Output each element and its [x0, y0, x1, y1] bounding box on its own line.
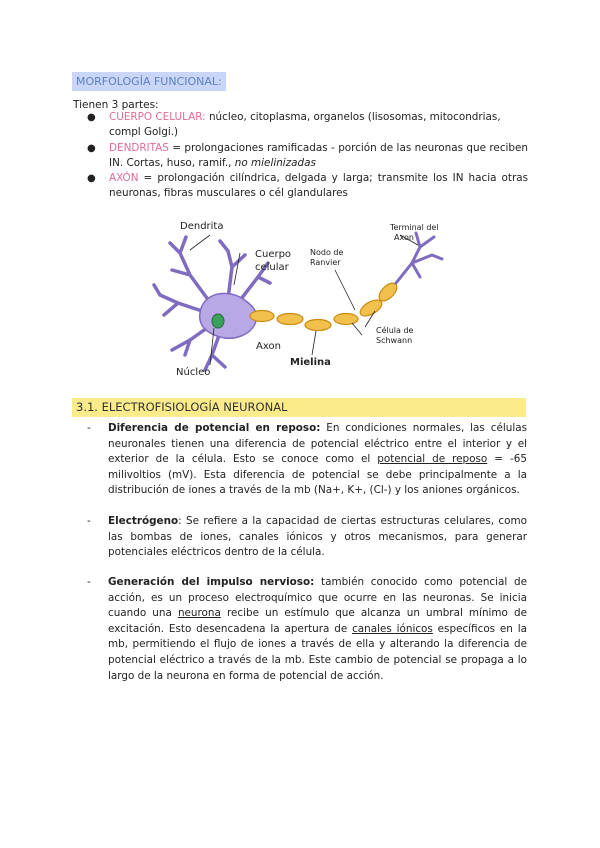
electro-heading: 3.1. ELECTROFISIOLOGÍA NEURONAL — [72, 398, 526, 417]
bullet-icon: ● — [87, 112, 96, 123]
label-terminal-2: Axon — [394, 233, 414, 242]
list-item-dendritas — [78, 141, 528, 172]
label-terminal-1: Terminal del — [390, 223, 439, 232]
label-cuerpo-1: Cuerpo — [255, 249, 292, 260]
cuerpo-text: núcleo, citoplasma, organelos (lisosomas, mitocondrias, compl Golgi.) — [109, 111, 501, 139]
section-text: = -65 milivoltios (mV). Esta diferencia de potencial se debe principalmente a la distribución de iones a través de la mb (Na+, K+, (Cl-) y los aniones orgánicos. — [108, 453, 527, 497]
bullet-icon: ● — [87, 173, 96, 185]
dash-marker: - — [87, 515, 91, 527]
label-nodo-2: Ranvier — [310, 258, 341, 267]
label-celula-1: Célula de — [376, 326, 414, 335]
myelin-sheath — [250, 280, 400, 331]
label-celula-2: Schwann — [376, 336, 413, 345]
nucleus — [212, 314, 224, 328]
section-electrogeno — [87, 514, 527, 561]
section-title: Electrógeno — [108, 515, 179, 527]
list-item-cuerpo — [78, 110, 528, 141]
section-text: En condiciones normales, las células neuronales tienen una diferencia de potencial eléctrico entre el interior y el exterior de la célula. Esto se conoce como el — [108, 422, 527, 466]
section-impulso-nervioso — [87, 575, 527, 684]
section-text: : Se refiere a la capacidad de ciertas estructuras celulares, como las bombas de iones, canales iónicos y otros mecanismos, para generar potenciales eléctricos dentro de la célula. — [108, 515, 527, 559]
term-axon: AXÓN — [109, 172, 139, 185]
dendritas-text: = prolongaciones ramificadas - porción de las neuronas que reciben IN. Cortas, huso, ramif., — [109, 141, 528, 169]
label-nucleo: Núcleo — [176, 367, 211, 378]
term-dendritas: DENDRITAS — [109, 141, 169, 154]
label-dendrita: Dendrita — [180, 221, 224, 232]
dash-marker: - — [87, 576, 91, 588]
underlined-term: canales iónicos — [352, 622, 433, 635]
term-cuerpo: CUERPO CELULAR: — [109, 111, 206, 123]
label-nodo-1: Nodo de — [310, 248, 344, 257]
section-title: Generación del impulso nervioso: — [108, 576, 315, 588]
intro-text: Tienen 3 partes: — [73, 99, 159, 111]
section-title: Diferencia de potencial en reposo: — [108, 422, 321, 434]
axon-text: = prolongación cilíndrica, delgada y larga; transmite los IN hacia otras neuronas, fibras musculares o cél glandulares — [109, 172, 528, 200]
section-potencial-reposo — [87, 421, 527, 499]
section-text: específicos en la mb, permitiendo el flujo de iones a través de ella y alterando la diferencia de potencial eléctrico a través de la mb. Este cambio de potencial se propaga a lo largo de la neurona en forma de potencial de acción. — [108, 622, 527, 682]
cell-body — [200, 293, 257, 338]
neuron-diagram — [150, 215, 450, 380]
underlined-term: neurona — [177, 607, 221, 620]
label-cuerpo-2: celular — [255, 262, 289, 273]
section-text: recibe un estímulo que alcanza un umbral mínimo de excitación. Esto desencadena la apertura de — [108, 607, 527, 635]
dendritas-italic: no mielinizadas — [234, 156, 316, 169]
section-text: también conocido como potencial de acción, es un proceso electroquímico que ocurre en las neuronas. Se inicia cuando una — [108, 576, 527, 620]
label-mielina: Mielina — [290, 357, 331, 368]
dash-marker: - — [87, 422, 91, 434]
label-axon: Axon — [256, 341, 281, 352]
list-item-axon — [78, 171, 528, 202]
parts-list — [78, 110, 528, 202]
bullet-icon: ● — [87, 142, 96, 154]
underlined-term: potencial de reposo — [377, 453, 488, 466]
morfologia-heading: MORFOLOGÍA FUNCIONAL: — [72, 72, 226, 91]
